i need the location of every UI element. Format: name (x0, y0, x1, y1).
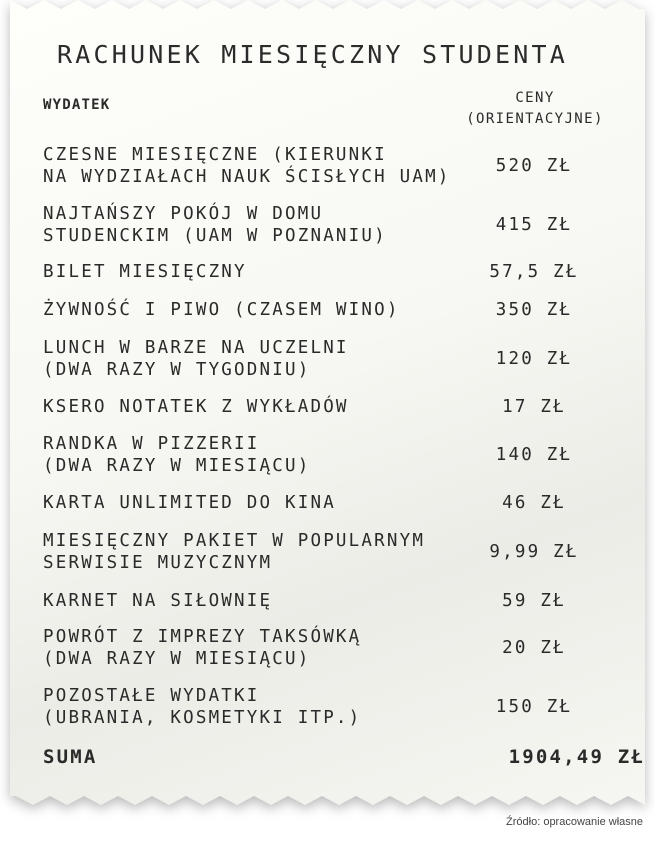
column-header-prices-line2: (ORIENTACYJNE) (466, 111, 604, 127)
expense-row (43, 433, 623, 477)
column-header-prices (440, 88, 630, 130)
total-label: SUMA (43, 746, 98, 768)
expense-name: MIESIĘCZNY PAKIET W POPULARNYM SERWISIE MUZYCZNYM (43, 531, 426, 573)
expense-price: 20 ZŁ (502, 638, 566, 658)
expense-row (43, 530, 623, 574)
expense-row (43, 299, 623, 321)
column-header-expense: WYDATEK (43, 97, 111, 113)
expense-row (43, 396, 623, 418)
expense-price: 150 ZŁ (495, 697, 573, 717)
expense-price: 120 ZŁ (495, 349, 573, 369)
expense-row (43, 685, 623, 729)
total-row (43, 746, 645, 768)
expense-price: 350 ZŁ (495, 300, 573, 320)
expense-price: 17 ZŁ (502, 397, 566, 417)
expense-name: CZESNE MIESIĘCZNE (KIERUNKI NA WYDZIAŁACH NAUK ŚCISŁYCH UAM) (43, 145, 451, 187)
source-note: Źródło: opracowanie własne (506, 816, 643, 828)
expense-price: 415 ZŁ (495, 215, 573, 235)
receipt-title: RACHUNEK MIESIĘCZNY STUDENTA (56, 40, 569, 69)
total-value: 1904,49 ZŁ (508, 746, 645, 768)
expense-price: 57,5 ZŁ (489, 262, 579, 282)
expense-name: POWRÓT Z IMPREZY TAKSÓWKĄ (DWA RAZY W MIESIĄCU) (43, 627, 362, 669)
expense-name: POZOSTAŁE WYDATKI (UBRANIA, KOSMETYKI ITP.) (43, 686, 362, 728)
expense-price: 140 ZŁ (495, 445, 573, 465)
expense-name: ŻYWNOŚĆ I PIWO (CZASEM WINO) (43, 300, 400, 320)
expense-price: 46 ZŁ (502, 493, 566, 513)
expense-price: 520 ZŁ (495, 156, 573, 176)
expense-name: NAJTAŃSZY POKÓJ W DOMU STUDENCKIM (UAM W POZNANIU) (43, 204, 387, 246)
expense-row (43, 626, 623, 670)
column-header-prices-line1: CENY (515, 90, 555, 106)
expense-name: KSERO NOTATEK Z WYKŁADÓW (43, 397, 349, 417)
expense-name: RANDKA W PIZZERII (DWA RAZY W MIESIĄCU) (43, 434, 311, 476)
expense-name: BILET MIESIĘCZNY (43, 262, 247, 282)
expense-row (43, 337, 623, 381)
expense-name: LUNCH W BARZE NA UCZELNI (DWA RAZY W TYGODNIU) (43, 338, 349, 380)
expense-name: KARTA UNLIMITED DO KINA (43, 493, 336, 513)
expense-row (43, 203, 623, 247)
expense-row (43, 144, 623, 188)
expense-price: 59 ZŁ (502, 591, 566, 611)
expense-name: KARNET NA SIŁOWNIĘ (43, 591, 273, 611)
expense-price: 9,99 ZŁ (489, 542, 579, 562)
expense-row (43, 590, 623, 612)
expense-row (43, 261, 623, 283)
expense-row (43, 492, 623, 514)
